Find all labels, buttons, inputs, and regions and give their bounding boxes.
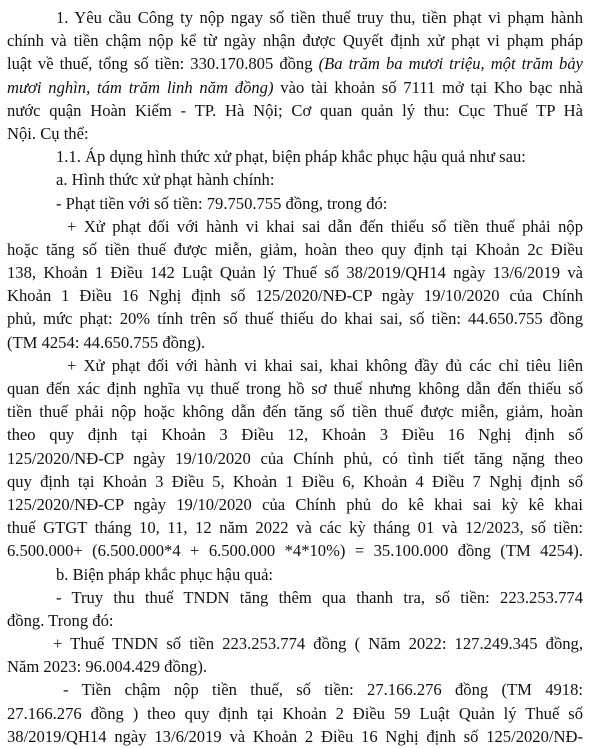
subsection-heading: b. Biện pháp khắc phục hậu quả: (56, 564, 274, 584)
paragraph-line: quan đến xác định nghĩa vụ thuế trong hồ sơ thuế nhưng không dẫn đến thiếu số (7, 379, 583, 398)
paragraph-line: 6.500.000+ (6.500.000*4 + 6.500.000 *4*10%) = 35.100.000 đồng (TM 4254). (7, 541, 583, 561)
paragraph-line: Nội. Cụ thể: (7, 123, 89, 143)
paragraph-line: phủ, mức phạt: 20% tính trên số thuế thiếu do khai sai, số tiền: 44.650.755 đồng (7, 309, 583, 329)
paragraph-line (7, 52, 583, 75)
text-run: vào tài khoản số 7111 mở tại Kho bạc nhà (273, 77, 583, 97)
paragraph-line: Năm 2023: 96.004.429 đồng). (7, 657, 208, 677)
paragraph-line: - Tiền chậm nộp tiền thuế, số tiền: 27.166.276 đồng (TM 4918: (63, 680, 583, 700)
paragraph-line: hoặc tăng số tiền thuế được miễn, giảm, hoàn theo quy định tại Khoản 2c Điều (7, 239, 583, 259)
paragraph-line: 125/2020/NĐ-CP ngày 19/10/2020 của Chính phủ, có tình tiết tăng nặng theo (7, 448, 583, 468)
paragraph-line: + Xử phạt đối với hành vi khai sai, khai không đầy đủ các chỉ tiêu liên (67, 355, 583, 375)
paragraph-line: + Xử phạt đối với hành vi khai sai dẫn đến thiếu số tiền thuế phải nộp (67, 216, 583, 236)
paragraph-line: 125/2020/NĐ-CP ngày 19/10/2020 của Chính phủ do kê khai sai kỳ kê khai (7, 494, 583, 514)
paragraph-line: (TM 4254: 44.650.755 đồng). (7, 332, 206, 352)
paragraph-line: Khoản 1 Điều 16 Nghị định số 125/2020/NĐ-CP ngày 19/10/2020 của Chính (7, 286, 583, 306)
paragraph-line: thuế GTGT tháng 10, 11, 12 năm 2022 và các kỳ tháng 01 và 12/2023, số tiền: (7, 518, 583, 538)
paragraph-line: 1. Yêu cầu Công ty nộp ngay số tiền thuế truy thu, tiền phạt vi phạm hành (56, 8, 583, 27)
amount-in-words: (Ba trăm ba mươi triệu, một trăm bảy (318, 54, 583, 74)
paragraph-line: 138, Khoản 1 Điều 142 Luật Quản lý Thuế số 38/2019/QH14 ngày 13/6/2019 và (7, 263, 583, 283)
paragraph-line (7, 76, 583, 99)
paragraph-line: đồng. Trong đó: (7, 610, 114, 630)
text-run: luật về thuế, tổng số tiền: 330.170.805 đồng (7, 54, 319, 74)
paragraph-line: 38/2019/QH14 ngày 13/6/2019 và Khoản 2 Điều 16 Nghị định số 125/2020/NĐ- (7, 726, 583, 746)
paragraph-line: tiền thuế phải nộp hoặc không dẫn đến tăng số tiền thuế được miễn, giảm, hoàn (7, 402, 583, 422)
paragraph-line: - Truy thu thuế TNDN tăng thêm qua thanh tra, số tiền: 223.253.774 (56, 587, 583, 607)
paragraph-line: chính và tiền chậm nộp kể từ ngày nhận được Quyết định xử phạt vi phạm pháp (7, 31, 583, 51)
subsection-heading: a. Hình thức xử phạt hành chính: (56, 170, 275, 190)
section-heading: 1.1. Áp dụng hình thức xử phạt, biện pháp khắc phục hậu quả như sau: (56, 147, 526, 167)
amount-in-words: mươi nghìn, tám trăm linh năm đồng) (7, 77, 274, 97)
paragraph-line: theo quy định tại Khoản 3 Điều 12, Khoản 3 Điều 16 Nghị định số (7, 425, 583, 445)
paragraph-line: - Phạt tiền với số tiền: 79.750.755 đồng, trong đó: (56, 193, 388, 213)
paragraph-line: + Thuế TNDN số tiền 223.253.774 đồng ( Năm 2022: 127.249.345 đồng, (53, 634, 583, 654)
paragraph-line: nước quận Hoàn Kiếm - TP. Hà Nội; Cơ quan quản lý thu: Cục Thuế TP Hà (7, 100, 583, 120)
paragraph-line: 27.166.276 đồng ) theo quy định tại Khoản 2 Điều 59 Luật Quản lý Thuế số (7, 703, 583, 723)
paragraph-line: quy định tại Khoản 3 Điều 5, Khoản 1 Điều 6, Khoản 4 Điều 7 Nghị định số (7, 471, 583, 491)
